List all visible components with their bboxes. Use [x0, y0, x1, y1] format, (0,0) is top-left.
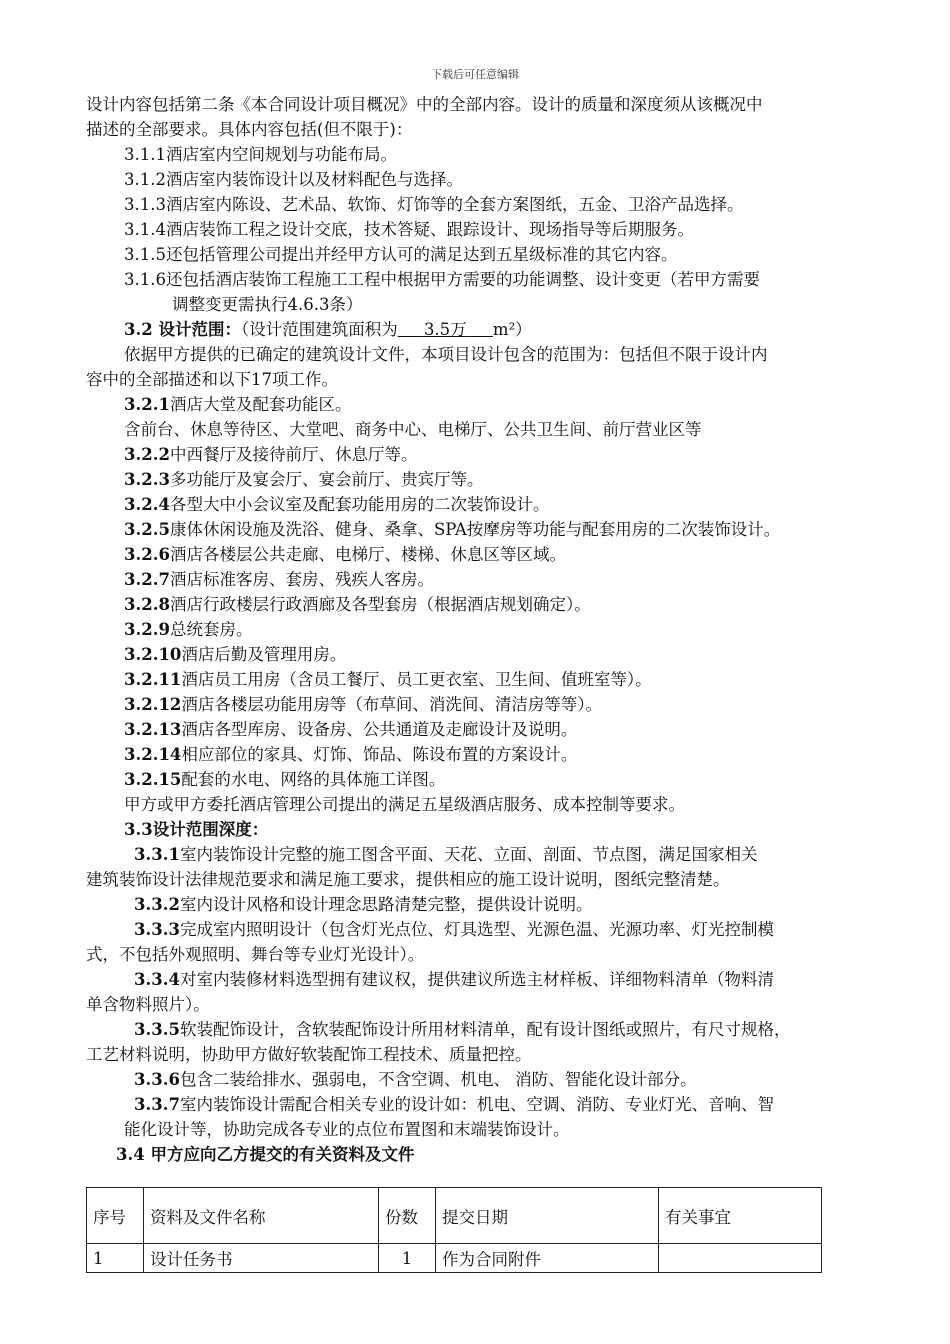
scope-item-text: 总统套房。 [169, 620, 253, 639]
scope-item-number: 3.2.11 [124, 670, 182, 689]
table-header-cell: 资料及文件名称 [144, 1188, 379, 1244]
depth-item-continuation [86, 992, 886, 1017]
scope-item-text: 酒店标准客房、套房、残疾人客房。 [169, 570, 434, 589]
scope-item [86, 542, 886, 567]
scope-item-number: 3.2.8 [124, 595, 170, 614]
depth-item [86, 917, 886, 942]
scope-item-text: 各型大中小会议室及配套功能用房的二次装饰设计。 [169, 495, 550, 514]
scope-item-text: 甲方或甲方委托酒店管理公司提出的满足五星级酒店服务、成本控制等要求。 [124, 795, 685, 814]
depth-item-number: 3.3.3 [134, 920, 180, 939]
item-3-1-4: 3.1.4酒店装饰工程之设计交底，技术答疑、跟踪设计、现场指导等后期服务。 [124, 220, 694, 239]
item-3-1-2: 3.1.2酒店室内装饰设计以及材料配色与选择。 [124, 170, 463, 189]
depth-item-text: 完成室内照明设计（包含灯光点位、灯具选型、光源色温、光源功率、灯光控制模 [179, 920, 774, 939]
scope-item-text: 多功能厅及宴会厅、宴会前厅、贵宾厅等。 [169, 470, 484, 489]
scope-item-text: 康体休闲设施及洗浴、健身、桑拿、SPA按摩房等功能与配套用房的二次装饰设计。 [169, 520, 781, 539]
table-cell: 设计任务书 [144, 1244, 379, 1273]
document-body [86, 92, 886, 1167]
depth-item-text: 单含物料照片）。 [86, 995, 210, 1014]
table-row [87, 1244, 822, 1273]
intro-line-2: 描述的全部要求。具体内容包括(但不限于)： [86, 120, 413, 139]
scope-item-number: 3.2.1 [124, 395, 170, 414]
depth-item-text: 软装配饰设计，含软装配饰设计所用材料清单，配有设计图纸或照片，有尺寸规格， [179, 1020, 791, 1039]
depth-item-text: 室内装饰设计需配合相关专业的设计如：机电、空调、消防、专业灯光、音响、智 [179, 1095, 774, 1114]
scope-item [86, 492, 886, 517]
item-3-1-3: 3.1.3酒店室内陈设、艺术品、软饰、灯饰等的全套方案图纸，五金、卫浴产品选择。 [124, 195, 744, 214]
item-3-1-1: 3.1.1酒店室内空间规划与功能布局。 [124, 145, 397, 164]
depth-item-continuation [86, 1042, 886, 1067]
table-header-cell: 序号 [87, 1188, 144, 1244]
table-cell: 1 [87, 1244, 144, 1273]
scope-item [86, 592, 886, 617]
scope-item-number: 3.2.14 [124, 745, 182, 764]
table-header-cell: 提交日期 [436, 1188, 659, 1244]
scope-item-number: 3.2.9 [124, 620, 170, 639]
scope-item [86, 692, 886, 717]
scope-item-text: 酒店行政楼层行政酒廊及各型套房（根据酒店规划确定）。 [169, 595, 591, 614]
depth-item-number: 3.3.7 [134, 1095, 180, 1114]
scope-item [86, 517, 886, 542]
scope-item [86, 417, 886, 442]
section-3-3-heading: 3.3设计范围深度： [124, 820, 269, 839]
depth-item-text: 对室内装修材料选型拥有建议权，提供建议所选主材样板、详细物料清单（物料清 [179, 970, 774, 989]
scope-item [86, 617, 886, 642]
depth-item-text: 工艺材料说明，协助甲方做好软装配饰工程技术、质量把控。 [86, 1045, 532, 1064]
scope-item-text: 配套的水电、网络的具体施工详图。 [181, 770, 446, 789]
scope-item [86, 392, 886, 417]
scope-item [86, 742, 886, 767]
depth-item-continuation [86, 1117, 886, 1142]
depth-item-text: 室内装饰设计完整的施工图含平面、天花、立面、剖面、节点图，满足国家相关 [179, 845, 758, 864]
table-cell: 作为合同附件 [436, 1244, 659, 1273]
table-header-cell: 份数 [379, 1188, 436, 1244]
scope-item-number: 3.2.10 [124, 645, 182, 664]
depth-item-number: 3.3.1 [134, 845, 180, 864]
scope-item-text: 酒店各楼层功能用房等（布草间、消洗间、清洁房等等）。 [181, 695, 603, 714]
scope-item-number: 3.2.5 [124, 520, 170, 539]
depth-item [86, 842, 886, 867]
section-3-2-desc-1: 依据甲方提供的已确定的建筑设计文件，本项目设计包含的范围为：包括但不限于设计内 [124, 345, 768, 364]
scope-item [86, 792, 886, 817]
scope-item-number: 3.2.2 [124, 445, 170, 464]
table-cell: 1 [379, 1244, 436, 1273]
scope-item-number: 3.2.4 [124, 495, 170, 514]
building-area-value: 3.5万 [423, 320, 467, 339]
scope-item [86, 767, 886, 792]
page-header: 下载后可任意编辑 [431, 68, 519, 81]
scope-list [86, 392, 886, 817]
documents-table [86, 1187, 822, 1273]
scope-item [86, 642, 886, 667]
scope-item-text: 酒店大堂及配套功能区。 [169, 395, 352, 414]
scope-item [86, 667, 886, 692]
table-cell [659, 1244, 822, 1273]
depth-item-text: 包含二装给排水、强弱电，不含空调、机电、 消防、智能化设计部分。 [179, 1070, 697, 1089]
item-3-1-5: 3.1.5还包括管理公司提出并经甲方认可的满足达到五星级标准的其它内容。 [124, 245, 678, 264]
depth-item-text: 建筑装饰设计法律规范要求和满足施工要求，提供相应的施工设计说明，图纸完整清楚。 [86, 870, 730, 889]
item-3-1-6-line-1: 3.1.6还包括酒店装饰工程施工工程中根据甲方需要的功能调整、设计变更（若甲方需要 [124, 270, 760, 289]
depth-item [86, 967, 886, 992]
item-3-1-6 [86, 267, 886, 317]
depth-item-number: 3.3.5 [134, 1020, 180, 1039]
scope-item [86, 467, 886, 492]
section-3-4-heading: 3.4 甲方应向乙方提交的有关资料及文件 [116, 1145, 415, 1164]
section-3-2-heading: 3.2 设计范围： [124, 320, 241, 339]
depth-item [86, 892, 886, 917]
depth-item [86, 1017, 886, 1042]
item-3-1-6-line-2: 调整变更需执行4.6.3条） [172, 295, 363, 314]
scope-item-number: 3.2.13 [124, 720, 182, 739]
scope-item-number: 3.2.3 [124, 470, 170, 489]
scope-item [86, 567, 886, 592]
intro-line-1: 设计内容包括第二条《本合同设计项目概况》中的全部内容。设计的质量和深度须从该概况中 [86, 95, 763, 114]
section-3-2 [86, 317, 886, 342]
depth-item [86, 1092, 886, 1117]
depth-item-number: 3.3.4 [134, 970, 180, 989]
depth-item-text: 室内设计风格和设计理念思路清楚完整，提供设计说明。 [179, 895, 593, 914]
depth-item-continuation [86, 867, 886, 892]
scope-item [86, 717, 886, 742]
depth-item-text: 能化设计等，协助完成各专业的点位布置图和末端装饰设计。 [124, 1120, 570, 1139]
scope-item-text: 酒店各楼层公共走廊、电梯厅、楼梯、休息区等区域。 [169, 545, 566, 564]
table-header-row [87, 1188, 822, 1244]
scope-item-text: 酒店员工用房（含员工餐厅、员工更衣室、卫生间、值班室等）。 [181, 670, 652, 689]
depth-item-number: 3.3.2 [134, 895, 180, 914]
depth-item [86, 1067, 886, 1092]
scope-item-text: 相应部位的家具、灯饰、饰品、陈设布置的方案设计。 [181, 745, 578, 764]
section-3-2-desc-2: 容中的全部描述和以下17项工作。 [86, 370, 338, 389]
scope-item-text: 含前台、休息等待区、大堂吧、商务中心、电梯厅、公共卫生间、前厅营业区等 [124, 420, 702, 439]
scope-item-text: 酒店各型库房、设备房、公共通道及走廊设计及说明。 [181, 720, 578, 739]
scope-item-number: 3.2.6 [124, 545, 170, 564]
scope-item-number: 3.2.15 [124, 770, 182, 789]
scope-item-number: 3.2.12 [124, 695, 182, 714]
scope-item-number: 3.2.7 [124, 570, 170, 589]
section-3-2-paren: （设计范围建筑面积为 [240, 320, 398, 339]
scope-item-text: 酒店后勤及管理用房。 [181, 645, 347, 664]
scope-item [86, 442, 886, 467]
depth-item-text: 式，不包括外观照明、舞台等专业灯光设计）。 [86, 945, 425, 964]
scope-item-text: 中西餐厅及接待前厅、休息厅等。 [169, 445, 418, 464]
depth-item-number: 3.3.6 [134, 1070, 180, 1089]
depth-item-continuation [86, 942, 886, 967]
building-area-unit: m²） [492, 320, 532, 339]
table-header-cell: 有关事宜 [659, 1188, 822, 1244]
depth-list [86, 842, 886, 1142]
